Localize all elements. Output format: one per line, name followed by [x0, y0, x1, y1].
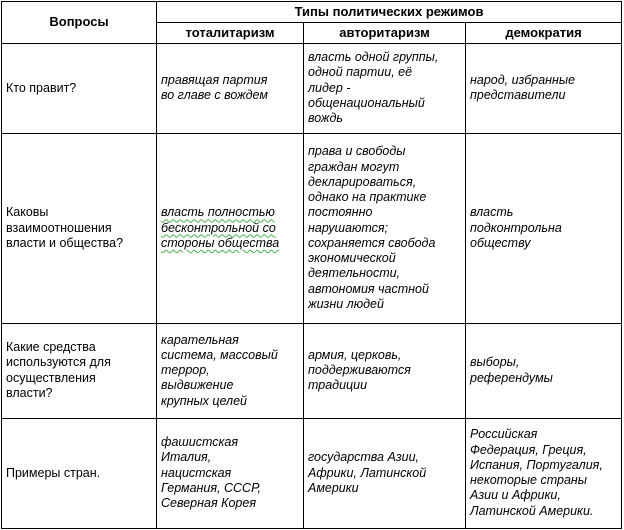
authoritarianism-cell: права и свободы граждан могут декларироваться, однако на практике постоянно нарушаются; сохраняется свобода экономической деятельности, автономия частной жизни людей	[304, 133, 466, 323]
question-cell: Каковы взаимоотношения власти и общества?	[2, 133, 157, 323]
political-regimes-table	[1, 1, 622, 529]
democracy-cell: Российская Федерация, Греция, Испания, Португалия, некоторые страны Азии и Африки, Латинской Америки.	[466, 418, 622, 528]
totalitarianism-cell: правящая партия во главе с вождем	[157, 43, 304, 133]
authoritarianism-cell: власть одной группы, одной партии, её лидер - общенациональный вождь	[304, 43, 466, 133]
democracy-cell: власть подконтрольна обществу	[466, 133, 622, 323]
header-totalitarianism: тоталитаризм	[157, 22, 304, 43]
question-cell: Примеры стран.	[2, 418, 157, 528]
header-regime-types: Типы политических режимов	[157, 2, 622, 23]
political-regimes-table-container	[1, 1, 621, 528]
authoritarianism-cell: армия, церковь, поддерживаются традиции	[304, 323, 466, 418]
table-row	[2, 418, 622, 528]
authoritarianism-cell: государства Азии, Африки, Латинской Америки	[304, 418, 466, 528]
header-democracy: демократия	[466, 22, 622, 43]
header-questions: Вопросы	[2, 2, 157, 44]
totalitarianism-cell: власть полностью бесконтрольной со стороны общества	[157, 133, 304, 323]
table-row	[2, 43, 622, 133]
header-authoritarianism: авторитаризм	[304, 22, 466, 43]
totalitarianism-cell: карательная система, массовый террор, выдвижение крупных целей	[157, 323, 304, 418]
question-cell: Кто правит?	[2, 43, 157, 133]
democracy-cell: народ, избранные представители	[466, 43, 622, 133]
democracy-cell: выборы, референдумы	[466, 323, 622, 418]
table-row	[2, 133, 622, 323]
question-cell: Какие средства используются для осуществления власти?	[2, 323, 157, 418]
table-row	[2, 323, 622, 418]
header-row-1	[2, 2, 622, 23]
totalitarianism-cell: фашистская Италия, нацистская Германия, СССР, Северная Корея	[157, 418, 304, 528]
